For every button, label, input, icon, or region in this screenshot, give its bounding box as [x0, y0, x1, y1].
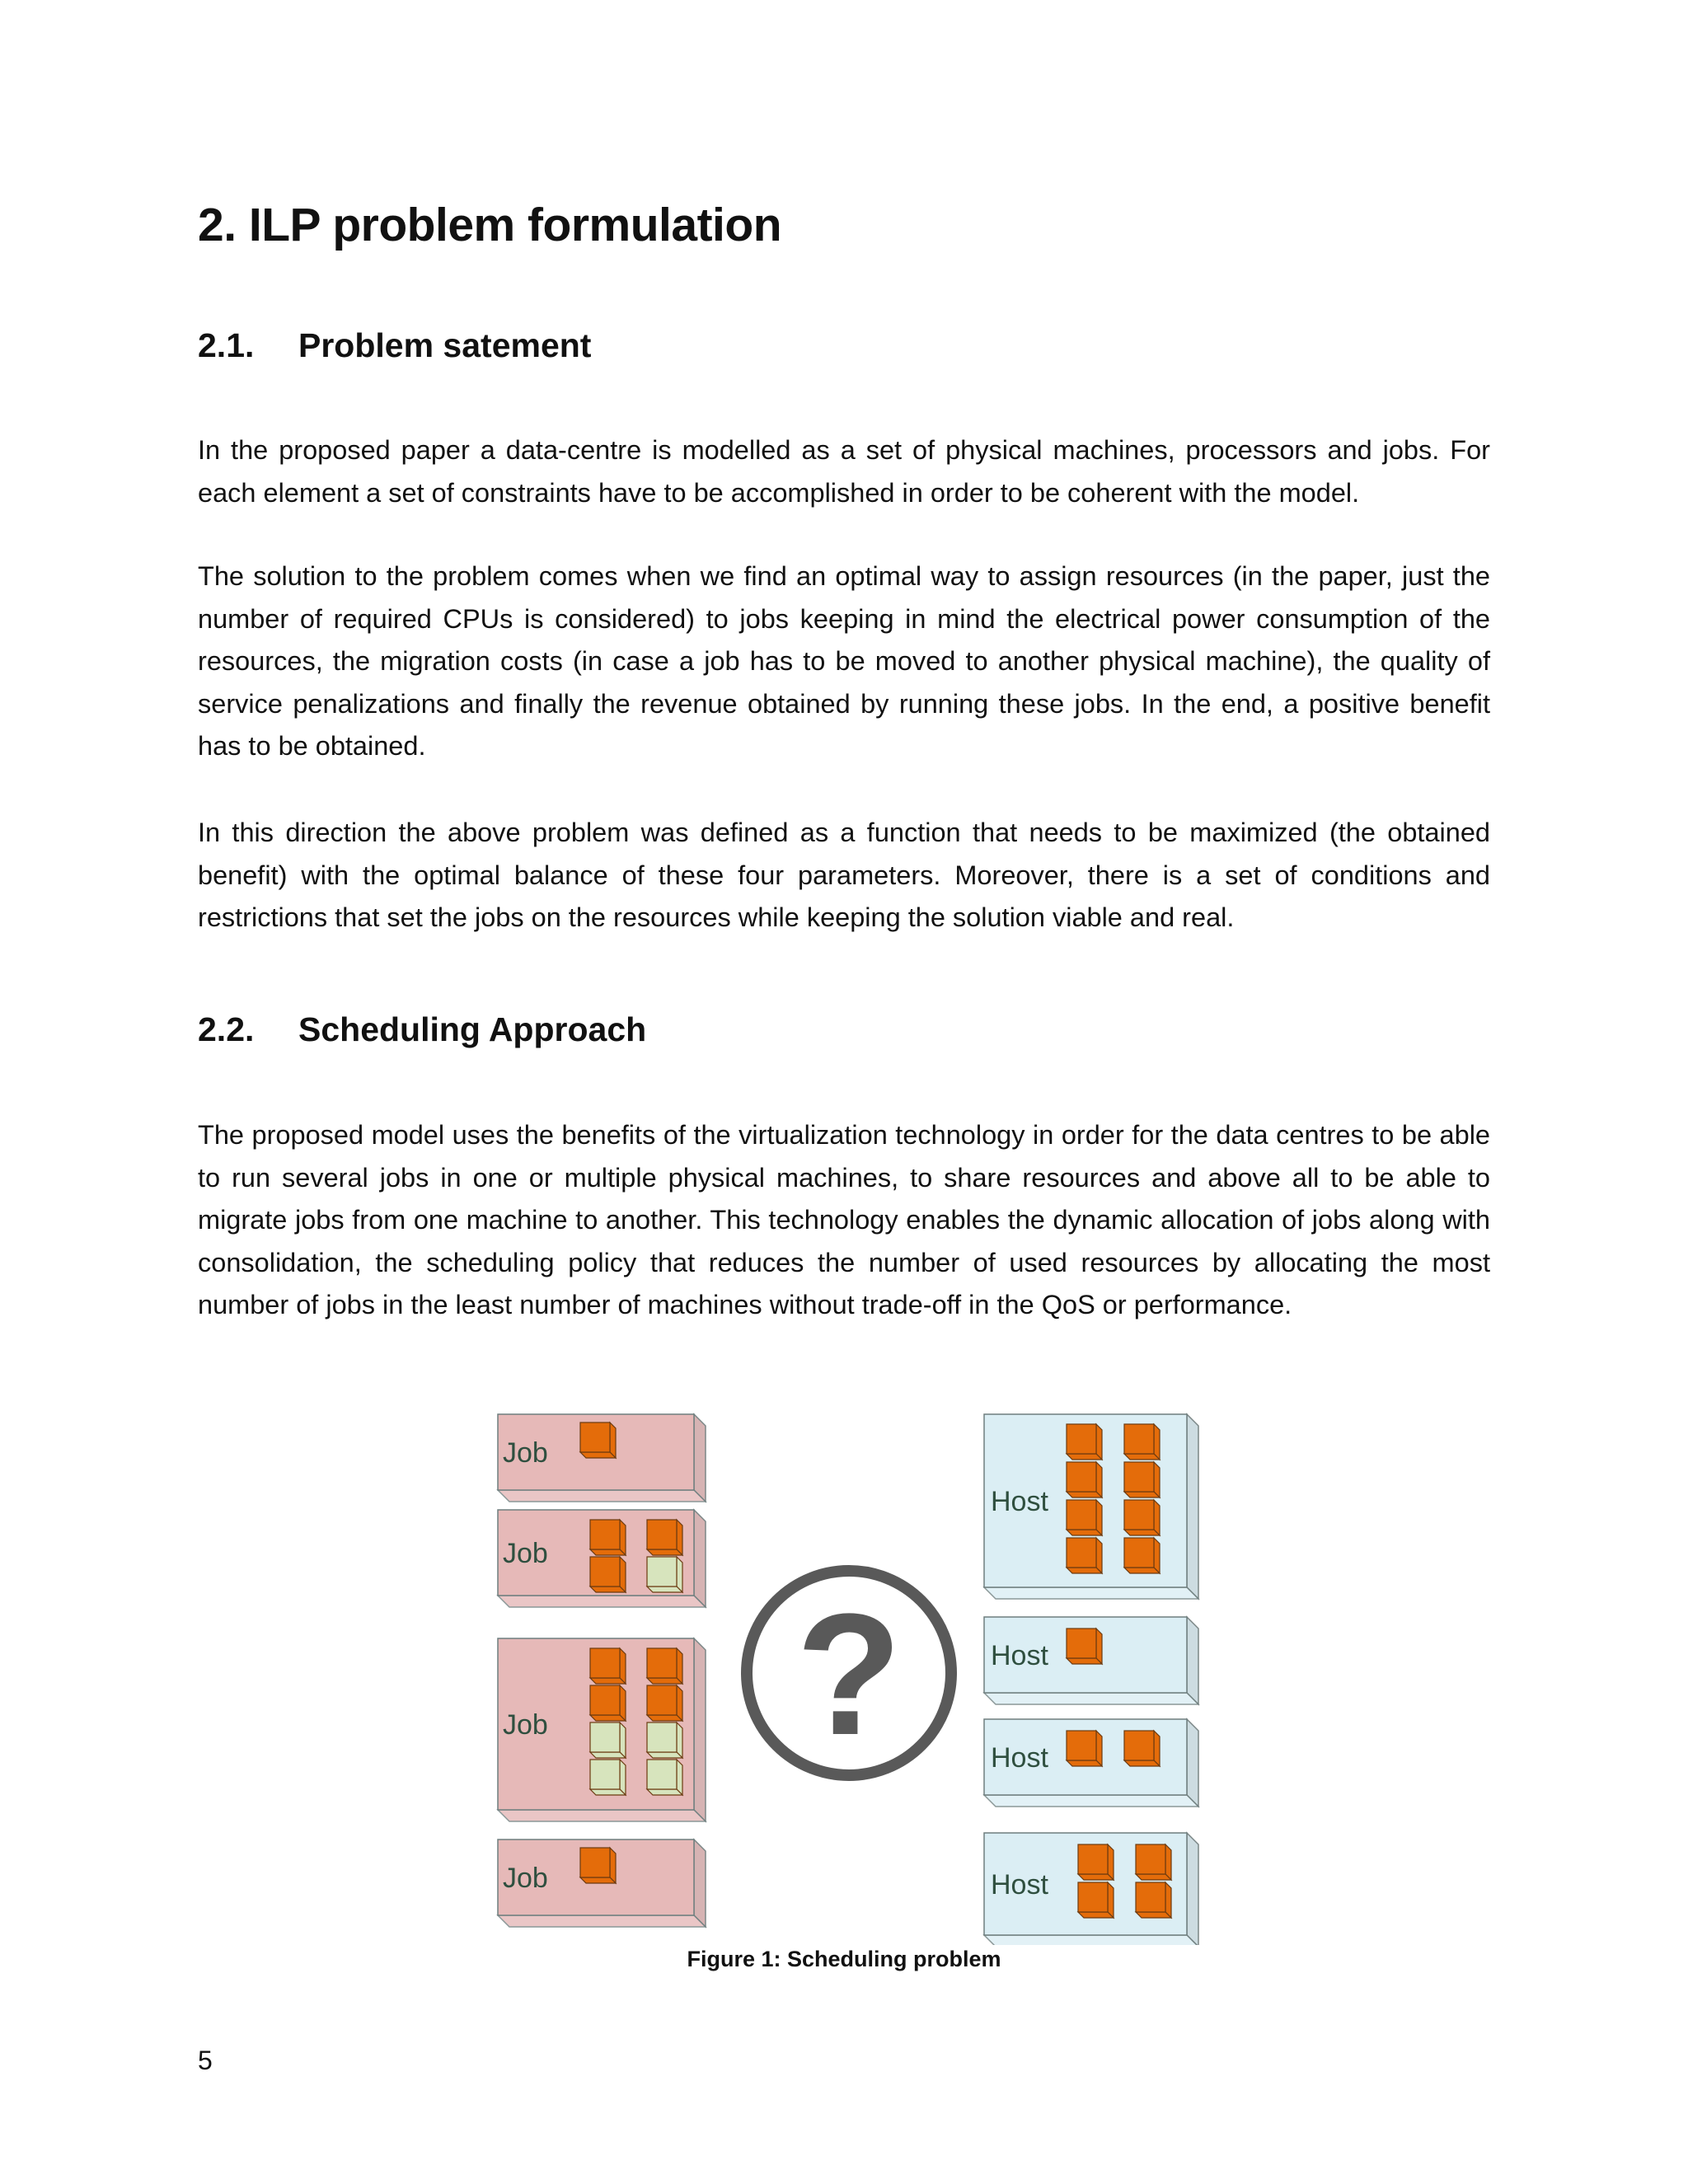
host-label: Host — [991, 1486, 1048, 1517]
section-title: 2. ILP problem formulation — [198, 199, 782, 251]
cpu-active-block — [647, 1520, 682, 1555]
cpu-active-block — [1124, 1500, 1160, 1535]
cpu-active-block — [1124, 1538, 1160, 1573]
paragraph: The proposed model uses the benefits of the virtualization technology in order for the data centres to be able to run several jobs in one or multiple physical machines, to share resources and above all to be able to migrate jobs from one machine to another. This technology enables the dynamic allocation of jobs along with consolidation, the scheduling policy that reduces the number of used resources by allocating the most number of jobs in the least number of machines without trade-off in the QoS or performance. — [198, 1120, 1490, 1319]
paragraph: In the proposed paper a data-centre is modelled as a set of physical machines, processors and jobs. For each element a set of constraints have to be accomplished in order to be coherent with the model. — [198, 435, 1490, 508]
cpu-active-block — [590, 1520, 626, 1555]
cpu-active-block — [580, 1422, 616, 1458]
cpu-active-block — [1067, 1500, 1102, 1535]
cpu-active-block — [590, 1685, 626, 1721]
cpu-idle-block — [647, 1722, 682, 1758]
subsection-number: 2.1. — [198, 326, 255, 364]
host-label: Host — [991, 1640, 1048, 1671]
cpu-active-block — [1067, 1629, 1102, 1664]
subsection-heading-scheduling-approach — [198, 1010, 646, 1049]
cpu-active-block — [1067, 1424, 1102, 1460]
cpu-active-block — [1078, 1882, 1114, 1918]
subsection-heading-problem-statement — [198, 326, 591, 365]
subsection-title: Scheduling Approach — [298, 1010, 647, 1048]
cpu-active-block — [647, 1685, 682, 1721]
job-label: Job — [503, 1538, 548, 1569]
cpu-active-block — [1067, 1462, 1102, 1497]
cpu-active-block — [1136, 1844, 1171, 1880]
cpu-active-block — [1124, 1462, 1160, 1497]
subsection-title: Problem satement — [298, 326, 592, 364]
cpu-active-block — [1067, 1731, 1102, 1766]
cpu-active-block — [1067, 1538, 1102, 1573]
cpu-active-block — [1136, 1882, 1171, 1918]
page-number: 5 — [198, 2046, 213, 2075]
cpu-idle-block — [647, 1760, 682, 1795]
cpu-active-block — [590, 1557, 626, 1592]
cpu-active-block — [1078, 1844, 1114, 1880]
cpu-active-block — [1124, 1731, 1160, 1766]
cpu-active-block — [590, 1648, 626, 1684]
paragraph: The solution to the problem comes when we find an optimal way to assign resources (in the paper, just the number of required CPUs is considered) to jobs keeping in mind the electrical power consumption of the resources, the migration costs (in case a job has to be moved to another physical machine), the quality of service penalizations and finally the revenue obtained by running these jobs. In the end, a positive benefit has to be obtained. — [198, 561, 1490, 761]
job-label: Job — [503, 1437, 548, 1469]
job-label: Job — [503, 1709, 548, 1741]
cpu-active-block — [1124, 1424, 1160, 1460]
figure-caption: Figure 1: Scheduling problem — [687, 1947, 1001, 1971]
cpu-idle-block — [590, 1760, 626, 1795]
subsection-number: 2.2. — [198, 1010, 255, 1048]
cpu-idle-block — [590, 1722, 626, 1758]
host-label: Host — [991, 1742, 1048, 1774]
host-label: Host — [991, 1869, 1048, 1900]
cpu-idle-block — [647, 1557, 682, 1592]
paragraph: In this direction the above problem was defined as a function that needs to be maximized (the obtained benefit) with the optimal balance of these four parameters. Moreover, there is a set of conditions and restrictions that set the jobs on the resources while keeping the solution viable and real. — [198, 818, 1490, 932]
job-label: Job — [503, 1863, 548, 1894]
scheduling-diagram — [486, 1401, 1212, 1945]
cpu-active-block — [647, 1648, 682, 1684]
question-mark-icon: ? — [795, 1577, 903, 1771]
cpu-active-block — [580, 1848, 616, 1883]
